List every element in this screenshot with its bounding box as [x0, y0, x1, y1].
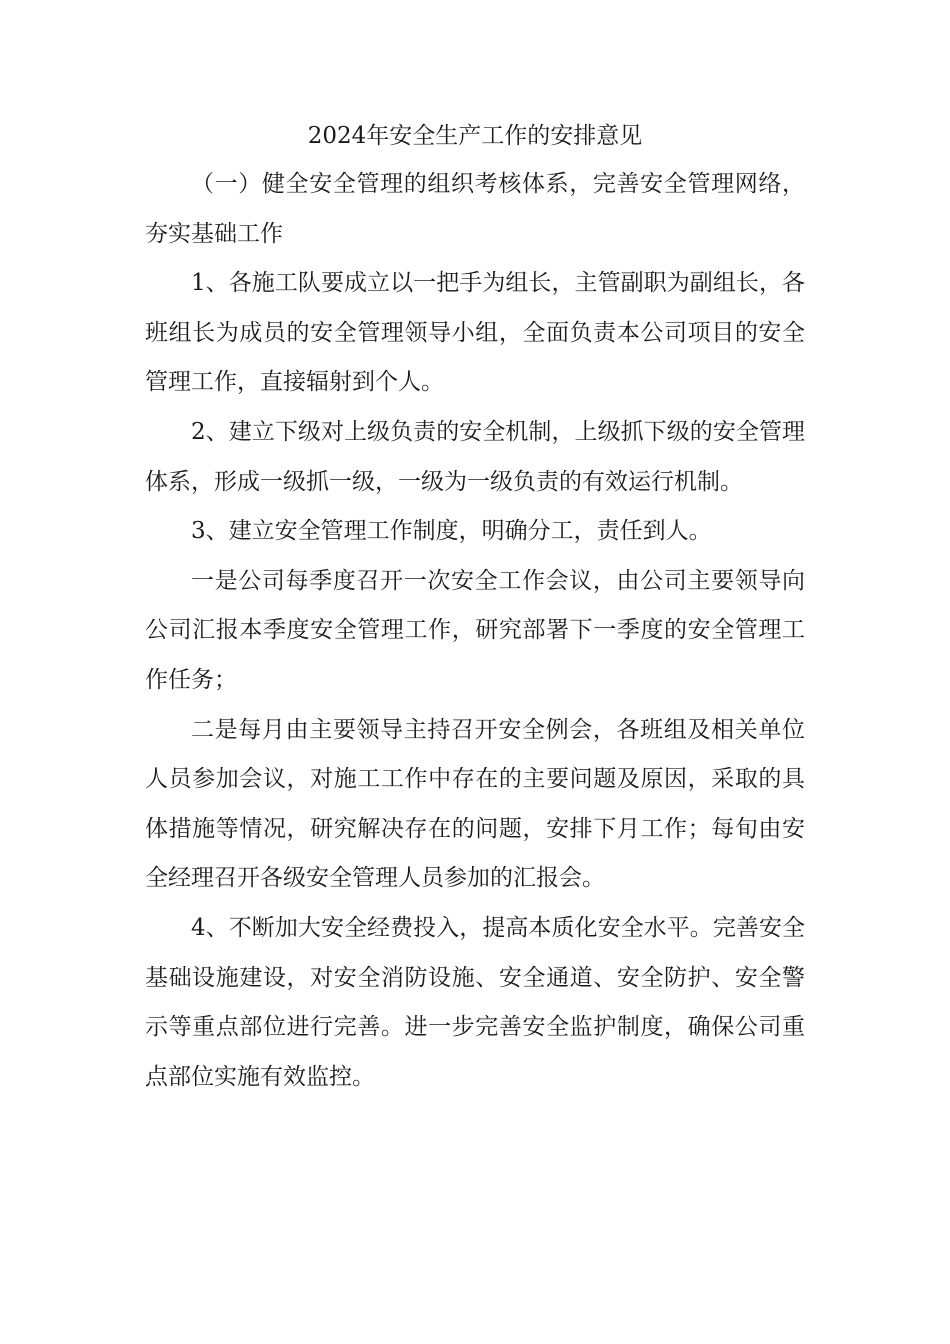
section-heading-paragraph: （一）健全安全管理的组织考核体系，完善安全管理网络，夯实基础工作: [145, 171, 805, 247]
paragraph-item-4: 4、不断加大安全经费投入，提高本质化安全水平。完善安全基础设施建设，对安全消防设施、安全通道、安全防护、安全警示等重点部位进行完善。进一步完善安全监护制度，确保公司重点部位实施有效监控。: [145, 914, 805, 1090]
paragraph-second-measure: 二是每月由主要领导主持召开安全例会，各班组及相关单位人员参加会议，对施工工作中存在的主要问题及原因，采取的具体措施等情况，研究解决存在的问题，安排下月工作；每旬由安全经理召开各级安全管理人员参加的汇报会。: [145, 716, 805, 892]
paragraph-first-measure: 一是公司每季度召开一次安全工作会议，由公司主要领导向公司汇报本季度安全管理工作，研究部署下一季度的安全管理工作任务；: [145, 567, 805, 693]
document-title: 2024年安全生产工作的安排意见: [307, 123, 643, 149]
document-body: [145, 112, 805, 1102]
paragraph-item-3: 3、建立安全管理工作制度，明确分工，责任到人。: [191, 518, 712, 545]
paragraph-item-1: 1、各施工队要成立以一把手为组长，主管副职为副组长，各班组长为成员的安全管理领导小组，全面负责本公司项目的安全管理工作，直接辐射到个人。: [145, 270, 805, 396]
paragraph-item-2: 2、建立下级对上级负责的安全机制，上级抓下级的安全管理体系，形成一级抓一级，一级为一级负责的有效运行机制。: [145, 418, 805, 495]
